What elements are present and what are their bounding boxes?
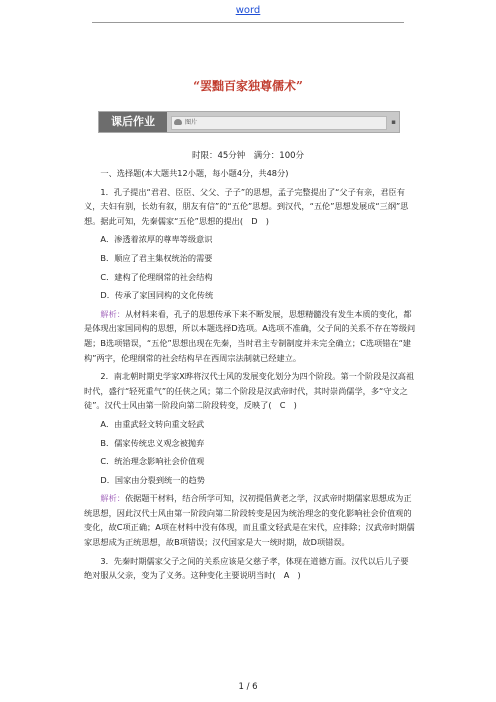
q1-analysis-text: 从材料来看，孔子的思想传承下来不断发展，思想精髓没有发生本质的变化，都是体现出家国同构的思想，所以本题选择D选项。A选项不准确，父子间的关系不存在等级问题；B选项错误，“五伦”思想出现在先秦，当时君主专制制度并未完全确立；C选项错在“建构”两字，伦理纲常的社会结构早在西周宗法制就已经建立。 [84, 308, 416, 363]
q2-option-c: C．统治理念影响社会价值观 [100, 456, 205, 467]
image-icon [174, 119, 182, 125]
q2-option-d: D．国家由分裂到统一的趋势 [100, 474, 205, 485]
q1-option-b: B．顺应了君主集权统治的需要 [100, 252, 213, 263]
q1-option-c: C．建构了伦理纲常的社会结构 [100, 271, 213, 282]
header-word-link[interactable]: word [235, 5, 261, 16]
exercise-content [84, 166, 416, 587]
q1-analysis-label: 解析： [100, 308, 125, 319]
banner-end-mark: ▪ [391, 118, 396, 126]
q1-analysis [84, 307, 416, 365]
banner-bar-text: 图片 [185, 119, 198, 126]
q2-option-b: B．儒家传统忠义观念被抛弃 [100, 437, 205, 448]
page-number: 1 / 6 [238, 682, 258, 692]
q1-option-d: D．传承了家国同构的文化传统 [100, 290, 214, 301]
q2-option-a: A．由重武轻文转向重文轻武 [100, 418, 205, 429]
q1-stem: 1．孔子提出“君君、臣臣、父父、子子”的思想，孟子完整提出了“父子有亲，君臣有义，夫妇有别，长幼有叙，朋友有信”的“五伦”思想。到汉代，“五伦”思想发展成“三纲”思想。据此可知，先秦儒家“五伦”思想的提出( D ) [84, 186, 409, 226]
homework-banner [98, 111, 400, 133]
time-score-line: 时限：45分钟 满分：100分 [191, 151, 305, 161]
q3-stem: 3．先秦时期儒家父子之间的关系应该是父慈子孝，体现在道德方面。汉代以后儿子要绝对服从父亲，变为了义务。这种变化主要说明当时( A ) [84, 555, 409, 581]
q2-stem: 2．南北朝时期史学家X晔将汉代士风的发展变化划分为四个阶段。第一个阶段是汉高祖时代，盛行“轻死重气”的任侠之风；第二个阶段是汉武帝时代，其时崇尚儒学，多“守文之徒”。汉代士风由第一阶段向第二阶段转变，反映了( C ) [84, 371, 415, 411]
header-rule [92, 22, 404, 23]
q1-option-a: A．渗透着浓厚的尊卑等级意识 [100, 234, 213, 245]
q2-analysis-text: 依据题干材料，结合所学可知，汉初提倡黄老之学，汉武帝时期儒家思想成为正统思想，因此汉代士风由第一阶段向第二阶段转变是因为统治理念的变化影响社会价值观的变化，故C项正确；A项在材料中没有体现，而且重文轻武是在宋代，应排除；汉武帝时期儒家思想成为正统思想，故B项错误；汉代国家是大一统时期，故D项错误。 [84, 493, 415, 548]
q2-analysis [84, 491, 416, 549]
banner-bar [171, 116, 387, 130]
section-heading: 一、选择题(本大题共12小题，每小题4分，共48分) [100, 168, 289, 178]
page-title: “罢黜百家独尊儒术” [193, 79, 303, 93]
q2-analysis-label: 解析： [100, 493, 125, 504]
banner-label: 课后作业 [99, 112, 167, 132]
